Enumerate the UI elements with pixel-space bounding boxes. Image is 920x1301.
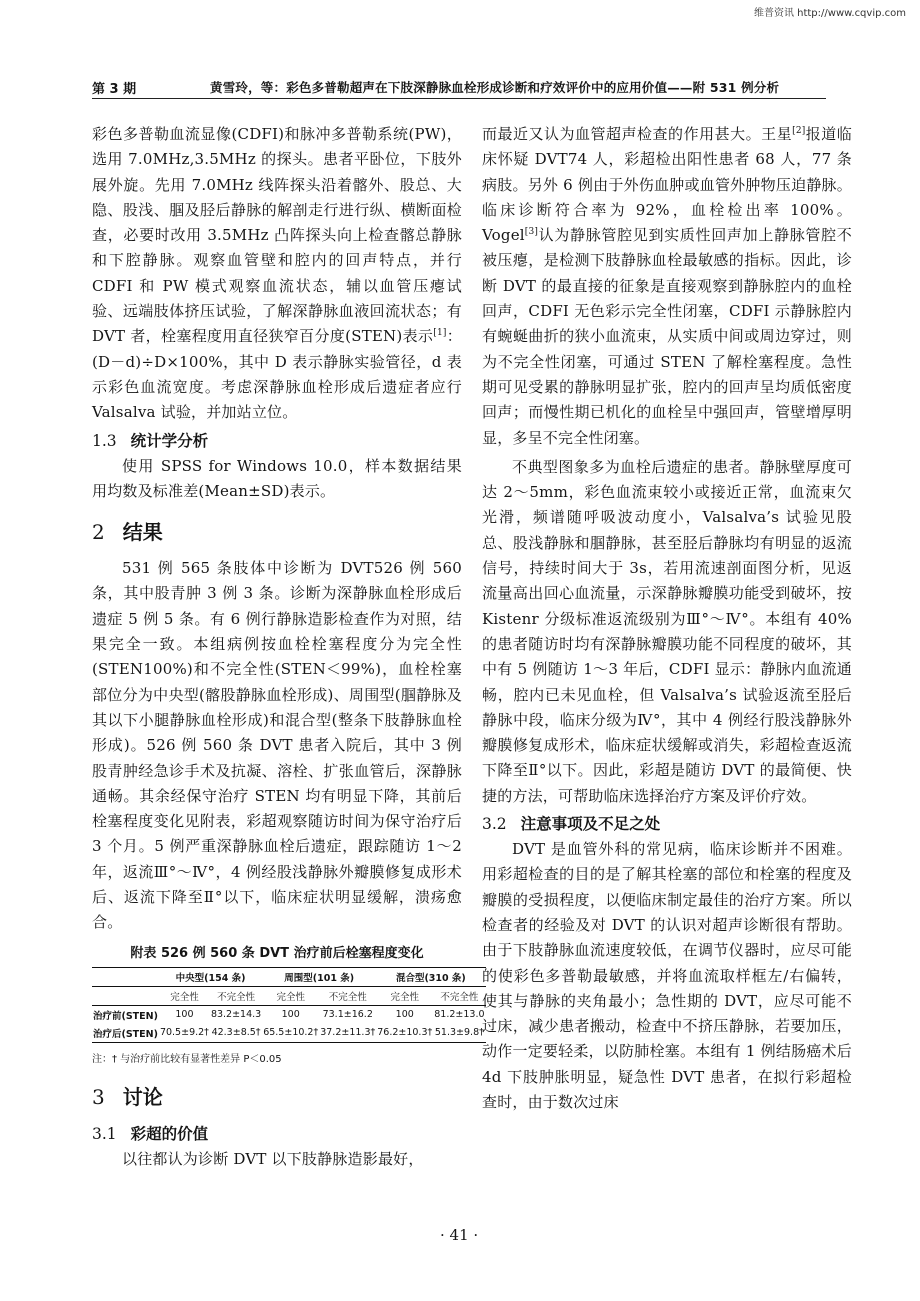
table-cell: 37.2±11.3†	[319, 1024, 376, 1043]
section-3-1-heading: 3.1 彩超的价值	[92, 1124, 209, 1143]
right-column	[482, 122, 852, 1115]
citation-2: [2]	[792, 126, 806, 136]
table-cell: 70.5±9.2†	[159, 1024, 210, 1043]
table-cell: 100	[175, 1009, 194, 1021]
table-row-label: 治疗后(STEN)	[92, 1024, 159, 1043]
table-subhead: 完全性	[262, 986, 319, 1005]
section-3-2-heading: 3.2 注意事项及不足之处	[482, 815, 661, 834]
table-cell: 73.1±16.2	[322, 1009, 373, 1021]
table-cell: 100	[281, 1009, 300, 1021]
table-caption: 附表 526 例 560 条 DVT 治疗前后栓塞程度变化	[130, 945, 424, 961]
table-note: 注：† 与治疗前比较有显著性差异 P＜0.05	[92, 1053, 282, 1065]
section-2-heading: 2 结果	[92, 520, 163, 545]
precautions-paragraph: DVT 是血管外科的常见病，临床诊断并不困难。用彩超检查的目的是了解其栓塞的部位和栓塞的程度及瓣膜的受损程度，以便临床制定最佳的治疗方案。所以检查者的经验及对 DVT 的认识对超声诊断很有帮助。由于下肢静脉血流速度较低，在调节仪器时，应尽可能的使彩色多普勒最敏感，并将血流取样框左/右偏转，使其与静脉的夹角最小；急性期的 DVT，应尽可能不过床，减少患者搬动，检查中不挤压静脉，若要加压，动作一定要轻柔，以防肺栓塞。本组有 1 例结肠癌术后 4d 下肢肿胀明显，疑急性 DVT 患者，在拟行彩超检查时，由于数次过床	[482, 840, 852, 1111]
table-subhead: 完全性	[159, 986, 210, 1005]
table-subhead: 不完全性	[433, 986, 485, 1005]
citation-1: [1]	[433, 328, 447, 339]
table-group-central: 中央型(154 条)	[159, 967, 262, 986]
table-cell: 81.2±13.0	[434, 1009, 485, 1021]
discussion-paragraph-start: 以往都认为诊断 DVT 以下肢静脉造影最好，	[122, 1149, 424, 1168]
table-group-mixed: 混合型(310 条)	[376, 967, 485, 986]
table-cell: 51.3±9.8†	[433, 1024, 485, 1043]
table-row	[92, 1005, 486, 1024]
discussion-paragraph-cont: 而最近又认为血管超声检查的作用甚大。王星[2]报道临床怀疑 DVT74 人，彩超检出阳性患者 68 人，77 条病肢。另外 6 例由于外伤血肿或血管外肿物压迫静脉。临床诊断符合率为 92%，血栓检出率 100%。Vogel[3]认为静脉管腔见到实质性回声加上静脉管腔不被压瘪，是检测下肢静脉血栓最敏感的指标。因此，诊断 DVT 的最直接的征象是直接观察到静脉腔内的血栓回声，CDFI 无色彩示完全性闭塞，CDFI 示静脉腔内有蜿蜒曲折的狭小血流束，从实质中间或周边穿过，则为不完全性闭塞，可通过 STEN 了解栓塞程度。急性期可见受累的静脉明显扩张，腔内的回声呈均质低密度回声；而慢性期已机化的血栓呈中强回声，管壁增厚明显，多呈不完全性闭塞。	[482, 125, 852, 447]
table-subhead: 完全性	[376, 986, 433, 1005]
citation-3: [3]	[524, 227, 539, 238]
table-cell: 100	[395, 1009, 414, 1021]
issue-number: 第 3 期	[92, 82, 137, 97]
left-column	[92, 122, 485, 1172]
section-3-heading: 3 讨论	[92, 1084, 163, 1109]
table-row-label: 治疗前(STEN)	[93, 1010, 158, 1022]
statistics-paragraph: 使用 SPSS for Windows 10.0，样本数据结果用均数及标准差(Mean±SD)表示。	[92, 456, 462, 500]
table-cell: 83.2±14.3	[210, 1009, 262, 1021]
results-paragraph: 531 例 565 条肢体中诊断为 DVT526 例 560 条，其中股青肿 3 例 3 条。诊断为深静脉血栓形成后遗症 5 例 5 条。有 6 例行静脉造影检查作为对照，结果完全一致。本组病例按血栓栓塞程度分为完全性(STEN100%)和不完全性(STEN＜99%)，血栓栓塞部位分为中央型(髂股静脉血栓形成)、周围型(腘静脉及其以下小腿静脉血栓形成)和混合型(整条下肢静脉血栓形成)。526 例 560 条 DVT 患者入院后，其中 3 例股青肿经急诊手术及抗凝、溶栓、扩张血管后，深静脉通畅。其余经保守治疗 STEN 均有明显下降，其前后栓塞程度变化见附表，彩超观察随访时间为保守治疗后 3 个月。5 例严重深静脉血栓后遗症，跟踪随访 1～2 年，返流Ⅲ°～Ⅳ°，4 例经股浅静脉外瓣膜修复成形术后、返流下降至Ⅱ°以下，临床症状明显缓解，溃疡愈合。	[92, 559, 462, 932]
table-sub-corner	[92, 986, 159, 1005]
table-cell: 42.3±8.5†	[210, 1024, 262, 1043]
results-table	[92, 967, 486, 1043]
table-group-peripheral: 周围型(101 条)	[262, 967, 376, 986]
methods-paragraph: 彩色多普勒血流显像(CDFI)和脉冲多普勒系统(PW)，选用 7.0MHz,3.5MHz 的探头。患者平卧位，下肢外展外旋。先用 7.0MHz 线阵探头沿着髂外、股总、大隐、股浅、腘及胫后静脉的解剖走行进行纵、横断面检查，必要时改用 3.5MHz 凸阵探头向上检查髂总静脉和下腔静脉。观察血管壁和腔内的回声特点，并行 CDFI 和 PW 模式观察血流状态，辅以血管压瘪试验、远端肢体挤压试验，了解深静脉血液回流状态；有 DVT 者，栓塞程度用直径狭窄百分度(STEN)表示[1]：(D－d)÷D×100%，其中 D 表示静脉实验管径，d 表示彩色血流宽度。考虑深静脉血栓形成后遗症者应行 Valsalva 试验，并加站立位。	[92, 125, 462, 422]
atypical-image-paragraph: 不典型图象多为血栓后遗症的患者。静脉壁厚度可达 2～5mm，彩色血流束较小或接近正常，血流束欠光滑，频谱随呼吸波动度小，Valsalva’s 试验见股总、股浅静脉和腘静脉，甚至胫后静脉均有明显的返流信号，持续时间大于 3s，若用流速剖面图分析，见返流量高出回心血流量，示深静脉瓣膜功能受到破坏，按 Kistenr 分级标准返流级别为Ⅲ°～Ⅳ°。本组有 40% 的患者随访时均有深静脉瓣膜功能不同程度的破坏，其中有 5 例随访 1～3 年后，CDFI 显示：静脉内血流通畅，腔内已未见血栓，但 Valsalva’s 试验返流至胫后静脉中段，临床分级为Ⅳ°，其中 4 例经行股浅静脉外瓣膜修复成形术，临床症状缓解或消失，彩超检查返流下降至Ⅱ°以下。因此，彩超是随访 DVT 的最简便、快捷的方法，可帮助临床选择治疗方案及评价疗效。	[482, 457, 852, 805]
page-number: · 41 ·	[440, 1226, 479, 1244]
table-cell: 65.5±10.2†	[262, 1024, 319, 1043]
section-1-3-heading: 1.3 统计学分析	[92, 431, 209, 450]
table-corner	[92, 967, 159, 986]
table-row	[92, 1024, 486, 1043]
site-watermark: 维普资讯 http://www.cqvip.com	[753, 8, 906, 19]
running-header	[92, 70, 826, 99]
running-title: 黄雪玲，等：彩色多普勒超声在下肢深静脉血栓形成诊断和疗效评价中的应用价值——附 531 例分析	[210, 80, 780, 95]
table-subhead: 不完全性	[210, 986, 262, 1005]
table-cell: 76.2±10.3†	[376, 1024, 433, 1043]
table-subhead: 不完全性	[319, 986, 376, 1005]
